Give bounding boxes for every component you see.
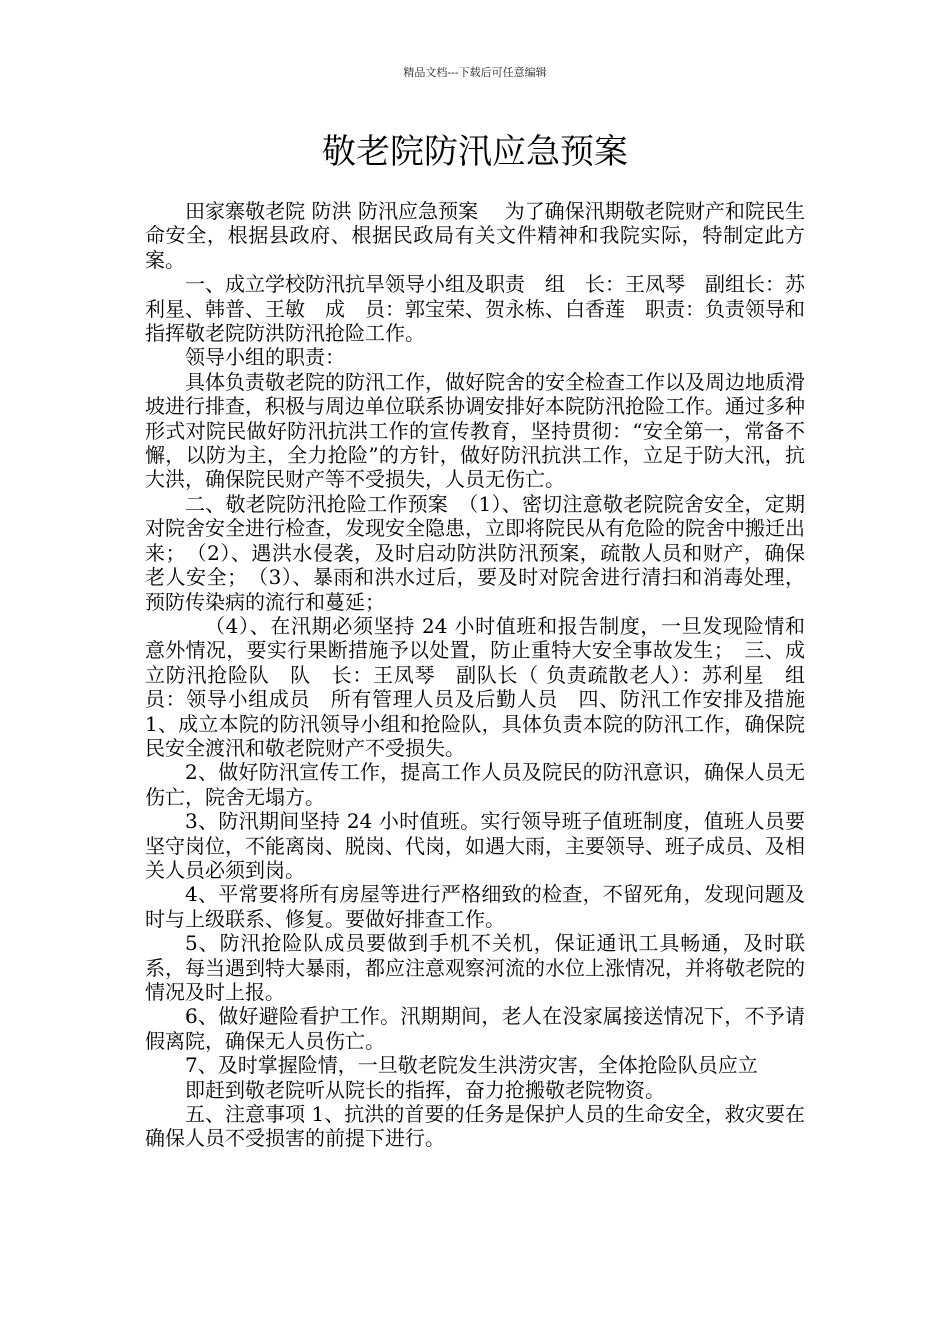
paragraph: 5、防汛抢险队成员要做到手机不关机，保证通讯工具畅通，及时联系，每当遇到特大暴雨，都应注意观察河流的水位上涨情况，并将敬老院的情况及时上报。	[145, 931, 805, 1004]
paragraph: 4、平常要将所有房屋等进行严格细致的检查，不留死角，发现问题及时与上级联系、修复。要做好排查工作。	[145, 882, 805, 931]
paragraph: 2、做好防汛宣传工作，提高工作人员及院民的防汛意识，确保人员无伤亡，院舍无塌方。	[145, 760, 805, 809]
paragraph: 6、做好避险看护工作。汛期期间，老人在没家属接送情况下，不予请假离院，确保无人员伤亡。	[145, 1004, 805, 1053]
paragraph: 田家寨敬老院 防洪 防汛应急预案 为了确保汛期敬老院财产和院民生命安全，根据县政府、根据民政局有关文件精神和我院实际，特制定此方案。	[145, 199, 805, 272]
paragraph: 即赶到敬老院听从院长的指挥，奋力抢搬敬老院物资。	[185, 1077, 665, 1102]
paragraph: 3、防汛期间坚持 24 小时值班。实行领导班子值班制度，值班人员要坚守岗位，不能离岗、脱岗、代岗，如遇大雨，主要领导、班子成员、及相关人员必须到岗。	[145, 809, 805, 882]
paragraph: 一、成立学校防汛抗旱领导小组及职责 组 长：王凤琴 副组长：苏利星、韩普、王敏 成 员：郭宝荣、贺永栋、白香莲 职责：负责领导和指挥敬老院防洪防汛抢险工作。	[145, 272, 805, 346]
document-title: 敬老院防汛应急预案	[322, 132, 628, 172]
paragraph: 二、敬老院防汛抢险工作预案 （1）、密切注意敬老院院舍安全，定期对院舍安全进行检查，发现安全隐患，立即将院民从有危险的院舍中搬迁出来； （2）、遇洪水侵袭，及时启动防洪防汛预案，疏散人员和财产，确保老人安全； （3）、暴雨和洪水过后，要及时对院舍进行清扫和消毒处理，预防传染病的流行和蔓延；	[145, 491, 805, 614]
paragraph: 五、注意事项 1、抗洪的首要的任务是保护人员的生命安全，救灾要在确保人员不受损害的前提下进行。	[145, 1102, 805, 1151]
document-body	[145, 199, 825, 1151]
page-header: 精品文档---下载后可任意编辑	[403, 66, 547, 79]
paragraph: 具体负责敬老院的防汛工作，做好院舍的安全检查工作以及周边地质滑坡进行排查，积极与周边单位联系协调安排好本院防汛抢险工作。通过多种形式对院民做好防汛抗洪工作的宣传教育，坚持贯彻：“安全第一，常备不懈，以防为主，全力抢险”的方针，做好防汛抗洪工作，立足于防大汛，抗大洪，确保院民财产等不受损失，人员无伤亡。	[145, 369, 805, 492]
paragraph: 领导小组的职责：	[185, 345, 345, 370]
paragraph: （4）、在汛期必须坚持 24 小时值班和报告制度，一旦发现险情和意外情况，要实行果断措施予以处置，防止重特大安全事故发生； 三、成立防汛抢险队 队 长：王凤琴 副队长（ 负责疏散老人）：苏利星 组 员：领导小组成员 所有管理人员及后勤人员 四、防汛工作安排及措施 1、成立本院的防汛领导小组和抢险队，具体负责本院的防汛工作，确保院民安全渡汛和敬老院财产不受损失。	[145, 613, 825, 760]
paragraph: 7、及时掌握险情，一旦敬老院发生洪涝灾害，全体抢险队员应立	[185, 1053, 758, 1078]
